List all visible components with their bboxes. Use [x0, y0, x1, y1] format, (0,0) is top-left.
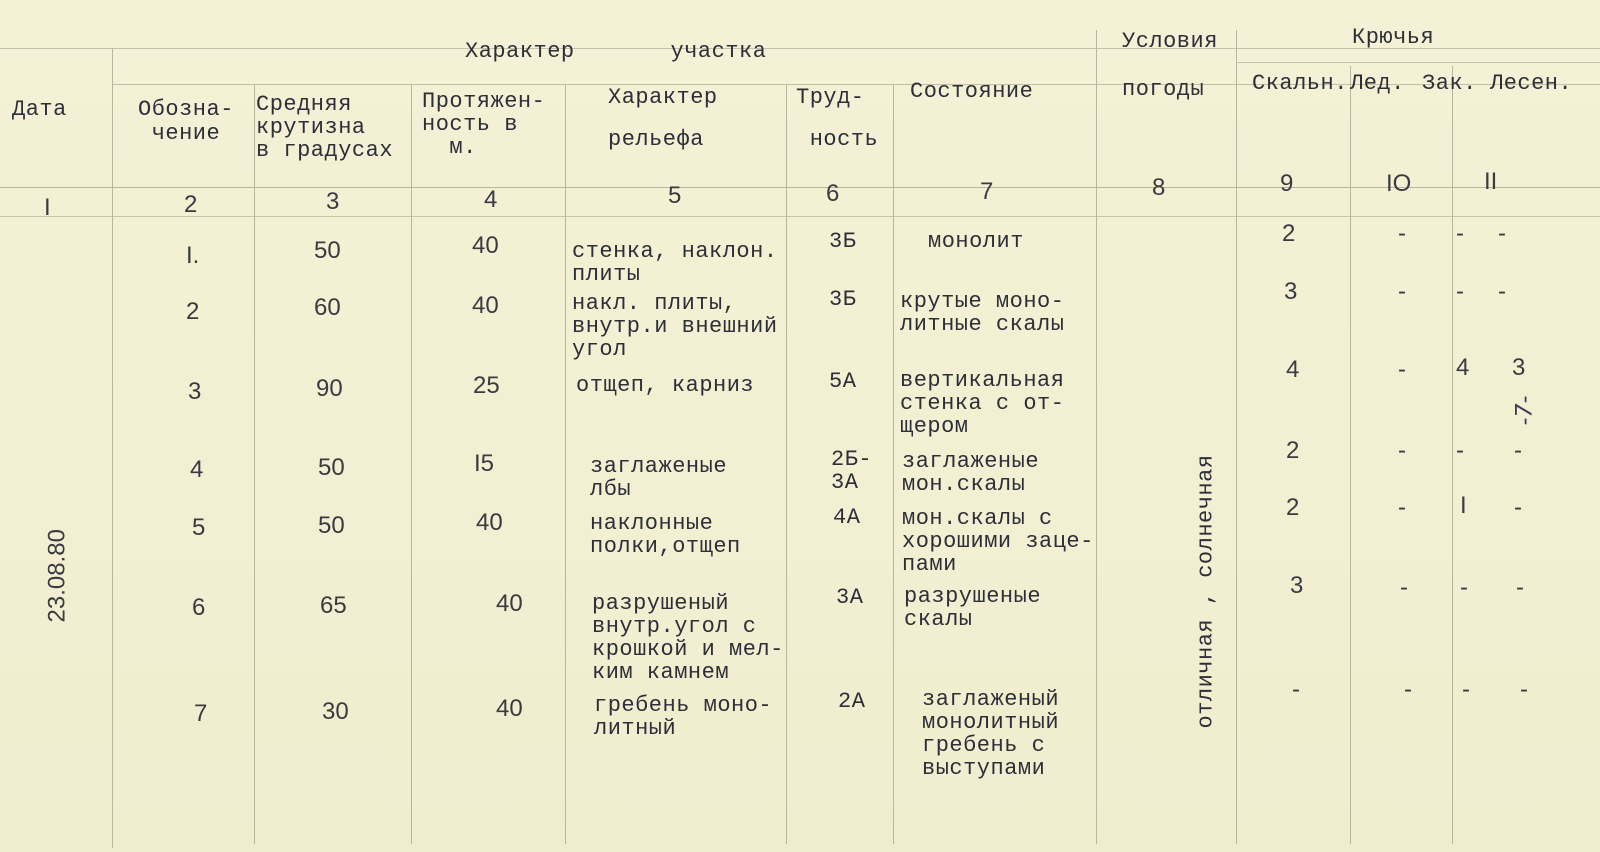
- row5-piton-ice: -: [1398, 494, 1406, 521]
- col-divider-8: [1236, 30, 1237, 844]
- header-difficulty: Труд- ность: [796, 85, 879, 152]
- weather-value: отличная , солнечная: [1193, 454, 1219, 729]
- row2-piton-ice: -: [1398, 278, 1406, 305]
- row7-piton-bolt: -: [1462, 676, 1470, 703]
- row1-piton-rock: 2: [1282, 220, 1296, 247]
- row2-length: 40: [472, 292, 499, 319]
- row3-relief: отщеп, карниз: [576, 373, 755, 398]
- col-divider-7: [1096, 30, 1097, 844]
- header-piton-bolt: Зак.: [1422, 71, 1477, 96]
- row2-relief: накл. плиты, внутр.и внешний угол: [572, 291, 778, 362]
- header-pitons-group: Крючья: [1352, 25, 1435, 50]
- header-condition: Состояние: [910, 79, 1034, 104]
- header-weather: Условия погоды: [1122, 29, 1218, 102]
- row3-piton-ladder: 3: [1512, 354, 1526, 381]
- row7-steepness: 30: [322, 698, 349, 725]
- row5-steepness: 50: [318, 512, 345, 539]
- col-divider-10: [1452, 66, 1453, 844]
- row4-piton-ladder: -: [1514, 437, 1522, 464]
- pitons-sub-rule: [1236, 62, 1600, 63]
- row5-piton-bolt: I: [1460, 492, 1467, 519]
- row3-length: 25: [473, 372, 500, 399]
- row4-piton-rock: 2: [1286, 437, 1300, 464]
- col-divider-6: [893, 84, 894, 844]
- column-number-bottom-rule: [0, 216, 1600, 217]
- row7-piton-ladder: -: [1520, 676, 1528, 703]
- header-piton-ladder: Лесен.: [1490, 72, 1573, 96]
- row1-difficulty: 3Б: [829, 229, 857, 254]
- row3-piton-bolt: 4: [1456, 354, 1470, 381]
- row5-difficulty: 4А: [833, 505, 861, 530]
- row5-piton-rock: 2: [1286, 494, 1300, 521]
- row6-steepness: 65: [320, 592, 347, 619]
- row1-piton-bolt: -: [1456, 220, 1464, 247]
- row1-piton-ice: -: [1398, 220, 1406, 247]
- row7-piton-ice: -: [1404, 676, 1412, 703]
- column-number-5: 5: [668, 182, 682, 209]
- row1-relief: стенка, наклон. плиты: [572, 239, 778, 287]
- row4-difficulty: 2Б- 3А: [831, 447, 873, 495]
- row7-number: 7: [194, 700, 208, 727]
- row3-piton-rock: 4: [1286, 356, 1300, 383]
- column-number-1: I: [44, 194, 51, 221]
- row7-length: 40: [496, 695, 523, 722]
- row6-relief: разрушеный внутр.угол с крошкой и мел- ким камнем: [592, 591, 784, 685]
- column-number-4: 4: [484, 186, 498, 213]
- col-divider-9: [1350, 66, 1351, 844]
- row5-number: 5: [192, 514, 206, 541]
- header-relief: Характер рельефа: [608, 85, 718, 152]
- row1-length: 40: [472, 232, 499, 259]
- col-divider-2: [254, 84, 255, 844]
- row4-number: 4: [190, 456, 204, 483]
- row4-piton-ice: -: [1398, 437, 1406, 464]
- column-number-8: 8: [1152, 174, 1166, 201]
- header-section-group: Характер участка: [465, 39, 767, 64]
- column-number-9: 9: [1280, 170, 1294, 197]
- col-divider-5: [786, 84, 787, 844]
- row3-number: 3: [188, 378, 202, 405]
- row4-condition: заглаженые мон.скалы: [902, 449, 1040, 497]
- row4-piton-bolt: -: [1456, 437, 1464, 464]
- row1-number: I.: [186, 242, 200, 269]
- row2-difficulty: 3Б: [829, 287, 857, 312]
- column-number-top-rule: [0, 187, 1600, 188]
- row3-condition: вертикальная стенка с от- щером: [900, 368, 1065, 439]
- column-number-6: 6: [826, 180, 840, 207]
- row2-number: 2: [186, 298, 200, 325]
- row6-piton-ice: -: [1400, 574, 1408, 601]
- row1-steepness: 50: [314, 237, 341, 264]
- col-divider-1: [112, 48, 113, 848]
- row2-piton-bolt: -: [1456, 278, 1464, 305]
- row6-number: 6: [192, 594, 206, 621]
- row5-condition: мон.скалы с хорошими заце- пами: [902, 506, 1094, 577]
- row3-difficulty: 5А: [829, 369, 857, 394]
- row3-piton-ice: -: [1398, 356, 1406, 383]
- column-number-11: II: [1484, 168, 1498, 195]
- row6-piton-ladder: -: [1516, 574, 1524, 601]
- row3-steepness: 90: [316, 375, 343, 402]
- row5-length: 40: [476, 509, 503, 536]
- header-length: Протяжен- ность в м.: [422, 89, 546, 160]
- row4-length: I5: [474, 450, 495, 477]
- row6-piton-rock: 3: [1290, 572, 1304, 599]
- row2-piton-rock: 3: [1284, 278, 1298, 305]
- row1-piton-ladder: -: [1498, 220, 1506, 247]
- col-divider-4: [565, 84, 566, 844]
- date-value: 23.08.80: [43, 529, 71, 623]
- row5-relief: наклонные полки,отщеп: [590, 511, 741, 559]
- row1-condition: монолит: [928, 229, 1024, 254]
- row4-relief: заглаженые лбы: [590, 454, 728, 502]
- row7-difficulty: 2А: [838, 689, 866, 714]
- row5-piton-ladder: -: [1514, 494, 1522, 521]
- row2-piton-ladder: -: [1498, 278, 1506, 305]
- row6-piton-bolt: -: [1460, 574, 1468, 601]
- header-piton-ice: Лед.: [1350, 71, 1405, 96]
- column-number-7: 7: [980, 178, 994, 205]
- row2-steepness: 60: [314, 294, 341, 321]
- page-number-mark: -7-: [1512, 395, 1538, 426]
- row7-relief: гребень моно- литный: [594, 693, 773, 741]
- row6-condition: разрушеные скалы: [904, 584, 1042, 632]
- row6-length: 40: [496, 590, 523, 617]
- col-divider-3: [411, 84, 412, 844]
- row4-steepness: 50: [318, 454, 345, 481]
- header-date: Дата: [12, 97, 67, 122]
- column-number-2: 2: [184, 191, 198, 218]
- row2-condition: крутые моно- литные скалы: [900, 289, 1065, 337]
- column-number-10: IO: [1386, 170, 1412, 197]
- header-avg-steepness: Средняя крутизна в градусах: [256, 92, 394, 163]
- column-number-3: 3: [326, 188, 340, 215]
- row7-condition: заглаженый монолитный гребень с выступами: [922, 687, 1060, 781]
- header-designation: Обозна- чение: [138, 97, 234, 146]
- row7-piton-rock: -: [1292, 676, 1300, 703]
- header-piton-rock: Скальн.: [1252, 71, 1348, 96]
- row6-difficulty: 3А: [836, 585, 864, 610]
